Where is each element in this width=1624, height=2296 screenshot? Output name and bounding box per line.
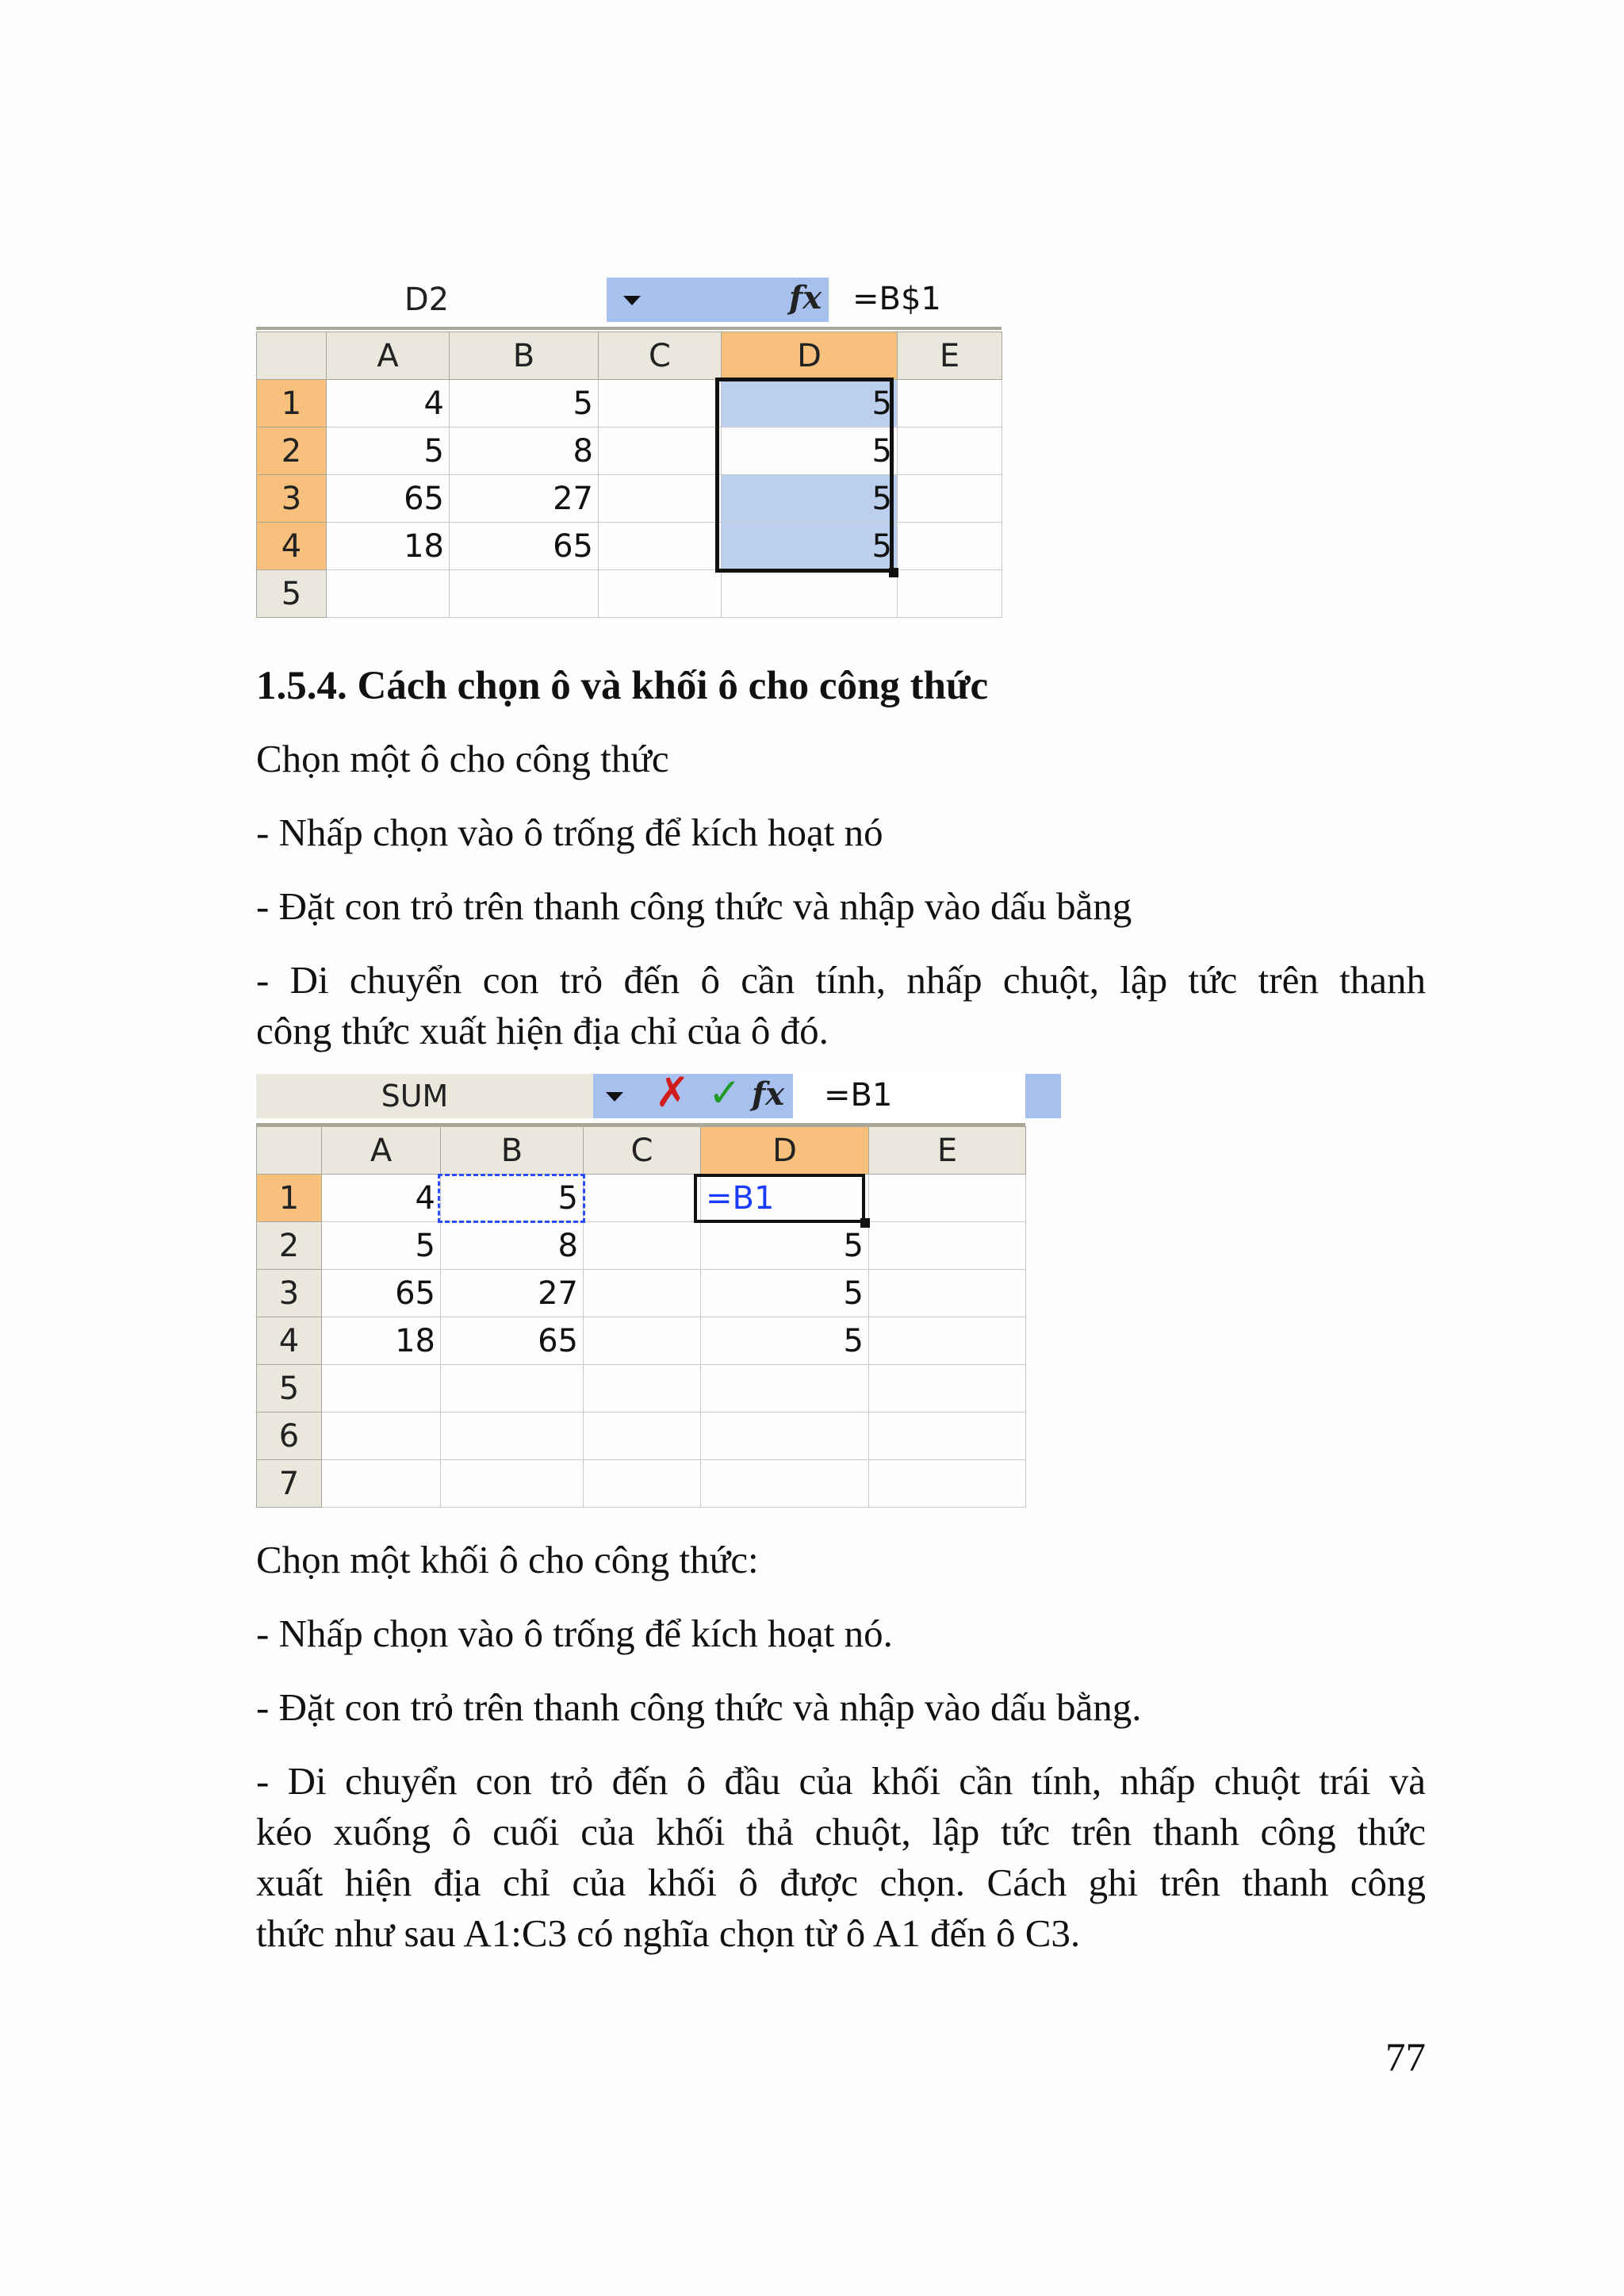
formula-bar-divider bbox=[256, 327, 1002, 330]
cell-d1-editing[interactable]: =B1 bbox=[701, 1175, 869, 1222]
select-all-corner[interactable] bbox=[257, 332, 327, 380]
fill-handle[interactable] bbox=[889, 568, 898, 577]
cell-e1[interactable] bbox=[869, 1175, 1026, 1222]
fx-icon[interactable]: fx bbox=[789, 279, 822, 316]
cell-a2[interactable]: 5 bbox=[322, 1222, 441, 1270]
row-header-4[interactable]: 4 bbox=[257, 1317, 322, 1365]
cell-d4[interactable]: 5 bbox=[701, 1317, 869, 1365]
selection-range-border bbox=[715, 378, 894, 573]
row-header-1[interactable]: 1 bbox=[257, 1175, 322, 1222]
cell-a5[interactable] bbox=[322, 1365, 441, 1412]
cell-c4[interactable] bbox=[599, 523, 722, 570]
paragraph-step-3-line-2: công thức xuất hiện địa chỉ của ô đó. bbox=[256, 1009, 829, 1052]
cell-c2[interactable] bbox=[599, 427, 722, 475]
column-header-c[interactable]: C bbox=[599, 332, 722, 380]
cell-e4[interactable] bbox=[869, 1317, 1026, 1365]
cell-a4[interactable]: 18 bbox=[327, 523, 450, 570]
paragraph-block-step-2: - Đặt con trỏ trên thanh công thức và nhập vào dấu bằng. bbox=[256, 1685, 1142, 1729]
cell-d7[interactable] bbox=[701, 1460, 869, 1508]
cell-a4[interactable]: 18 bbox=[322, 1317, 441, 1365]
paragraph-block-step-3-line-3: xuất hiện địa chỉ của khối ô được chọn. Cách ghi trên thanh công bbox=[256, 1861, 1426, 1904]
cell-e3[interactable] bbox=[898, 475, 1002, 523]
row-header-3[interactable]: 3 bbox=[257, 475, 327, 523]
active-cell-border bbox=[694, 1174, 865, 1223]
cell-a6[interactable] bbox=[322, 1412, 441, 1460]
cell-d2-active[interactable]: 5 bbox=[722, 427, 898, 475]
cancel-icon[interactable]: ✗ bbox=[655, 1069, 690, 1117]
cell-d5[interactable] bbox=[722, 570, 898, 618]
column-header-a[interactable]: A bbox=[322, 1127, 441, 1175]
cell-e7[interactable] bbox=[869, 1460, 1026, 1508]
row-header-5[interactable]: 5 bbox=[257, 1365, 322, 1412]
column-header-a[interactable]: A bbox=[327, 332, 450, 380]
paragraph-intro-1: Chọn một ô cho công thức bbox=[256, 737, 669, 780]
cell-e5[interactable] bbox=[869, 1365, 1026, 1412]
row-header-2[interactable]: 2 bbox=[257, 427, 327, 475]
cell-e4[interactable] bbox=[898, 523, 1002, 570]
cell-a3[interactable]: 65 bbox=[322, 1270, 441, 1317]
row-header-3[interactable]: 3 bbox=[257, 1270, 322, 1317]
paragraph-block-step-3-line-2: kéo xuống ô cuối của khối thả chuột, lập tức trên thanh công thức bbox=[256, 1810, 1426, 1853]
cell-c2[interactable] bbox=[584, 1222, 701, 1270]
chevron-down-icon[interactable] bbox=[606, 1092, 623, 1102]
select-all-corner[interactable] bbox=[257, 1127, 322, 1175]
cell-b1[interactable]: 5 bbox=[441, 1175, 584, 1222]
row-header-2[interactable]: 2 bbox=[257, 1222, 322, 1270]
fill-handle[interactable] bbox=[860, 1218, 870, 1228]
cell-c7[interactable] bbox=[584, 1460, 701, 1508]
cell-e3[interactable] bbox=[869, 1270, 1026, 1317]
name-box[interactable]: D2 bbox=[404, 282, 450, 318]
cell-e2[interactable] bbox=[898, 427, 1002, 475]
cell-c4[interactable] bbox=[584, 1317, 701, 1365]
column-header-c[interactable]: C bbox=[584, 1127, 701, 1175]
enter-check-icon[interactable]: ✓ bbox=[708, 1070, 741, 1116]
cell-c1[interactable] bbox=[584, 1175, 701, 1222]
spreadsheet-figure-2 bbox=[256, 1069, 1025, 1514]
name-box[interactable]: SUM bbox=[381, 1079, 449, 1114]
cell-e2[interactable] bbox=[869, 1222, 1026, 1270]
reference-marquee-b1 bbox=[438, 1174, 585, 1223]
page-number: 77 bbox=[1385, 2036, 1426, 2080]
cell-d6[interactable] bbox=[701, 1412, 869, 1460]
cell-b3[interactable]: 27 bbox=[450, 475, 599, 523]
cell-b2[interactable]: 8 bbox=[441, 1222, 584, 1270]
cell-b1[interactable]: 5 bbox=[450, 380, 599, 427]
formula-bar-input[interactable]: =B$1 bbox=[852, 281, 941, 317]
paragraph-block-step-3-line-1: - Di chuyển con trỏ đến ô đầu của khối cần tính, nhấp chuột trái và bbox=[256, 1759, 1426, 1803]
chevron-down-icon[interactable] bbox=[623, 296, 641, 305]
cell-d2[interactable]: 5 bbox=[701, 1222, 869, 1270]
paragraph-block-step-1: - Nhấp chọn vào ô trống để kích hoạt nó. bbox=[256, 1612, 893, 1655]
cell-c6[interactable] bbox=[584, 1412, 701, 1460]
cell-b6[interactable] bbox=[441, 1412, 584, 1460]
fx-icon[interactable]: fx bbox=[752, 1075, 785, 1113]
cell-a3[interactable]: 65 bbox=[327, 475, 450, 523]
row-header-4[interactable]: 4 bbox=[257, 523, 327, 570]
cell-a1[interactable]: 4 bbox=[327, 380, 450, 427]
row-header-1[interactable]: 1 bbox=[257, 380, 327, 427]
cell-c5[interactable] bbox=[599, 570, 722, 618]
paragraph-step-3-line-1: - Di chuyển con trỏ đến ô cần tính, nhấp chuột, lập tức trên thanh bbox=[256, 958, 1426, 1002]
formula-bar-input[interactable]: =B1 bbox=[824, 1077, 893, 1114]
cell-b5[interactable] bbox=[450, 570, 599, 618]
cell-a2[interactable]: 5 bbox=[327, 427, 450, 475]
column-header-e[interactable]: E bbox=[898, 332, 1002, 380]
cell-e6[interactable] bbox=[869, 1412, 1026, 1460]
row-header-6[interactable]: 6 bbox=[257, 1412, 322, 1460]
column-header-d[interactable]: D bbox=[722, 332, 898, 380]
row-header-7[interactable]: 7 bbox=[257, 1460, 322, 1508]
cell-b7[interactable] bbox=[441, 1460, 584, 1508]
paragraph-block-step-3 bbox=[256, 1756, 1426, 1959]
paragraph-step-1: - Nhấp chọn vào ô trống để kích hoạt nó bbox=[256, 811, 883, 854]
section-heading: 1.5.4. Cách chọn ô và khối ô cho công thức bbox=[256, 664, 989, 708]
cell-d4[interactable]: 5 bbox=[722, 523, 898, 570]
cell-d3[interactable]: 5 bbox=[722, 475, 898, 523]
cell-d5[interactable] bbox=[701, 1365, 869, 1412]
cell-b5[interactable] bbox=[441, 1365, 584, 1412]
row-header-5[interactable]: 5 bbox=[257, 570, 327, 618]
cell-d1[interactable]: 5 bbox=[722, 380, 898, 427]
column-header-b[interactable]: B bbox=[441, 1127, 584, 1175]
cell-a5[interactable] bbox=[327, 570, 450, 618]
column-header-e[interactable]: E bbox=[869, 1127, 1026, 1175]
cell-d3[interactable]: 5 bbox=[701, 1270, 869, 1317]
paragraph-block-step-3-line-4: thức như sau A1:C3 có nghĩa chọn từ ô A1 đến ô C3. bbox=[256, 1911, 1081, 1955]
cell-b4[interactable]: 65 bbox=[441, 1317, 584, 1365]
cell-e5[interactable] bbox=[898, 570, 1002, 618]
paragraph-intro-2: Chọn một khối ô cho công thức: bbox=[256, 1538, 759, 1581]
cell-b2[interactable]: 8 bbox=[450, 427, 599, 475]
cell-b3[interactable]: 27 bbox=[441, 1270, 584, 1317]
cell-b4[interactable]: 65 bbox=[450, 523, 599, 570]
cell-a1[interactable]: 4 bbox=[322, 1175, 441, 1222]
column-header-b[interactable]: B bbox=[450, 332, 599, 380]
spreadsheet-figure-1 bbox=[256, 278, 1002, 642]
paragraph-step-2: - Đặt con trỏ trên thanh công thức và nhập vào dấu bằng bbox=[256, 884, 1132, 928]
cell-c5[interactable] bbox=[584, 1365, 701, 1412]
cell-c1[interactable] bbox=[599, 380, 722, 427]
column-header-d[interactable]: D bbox=[701, 1127, 869, 1175]
cell-e1[interactable] bbox=[898, 380, 1002, 427]
cell-c3[interactable] bbox=[584, 1270, 701, 1317]
cell-c3[interactable] bbox=[599, 475, 722, 523]
paragraph-step-3 bbox=[256, 955, 1426, 1056]
cell-a7[interactable] bbox=[322, 1460, 441, 1508]
worksheet-grid bbox=[256, 1126, 1026, 1508]
